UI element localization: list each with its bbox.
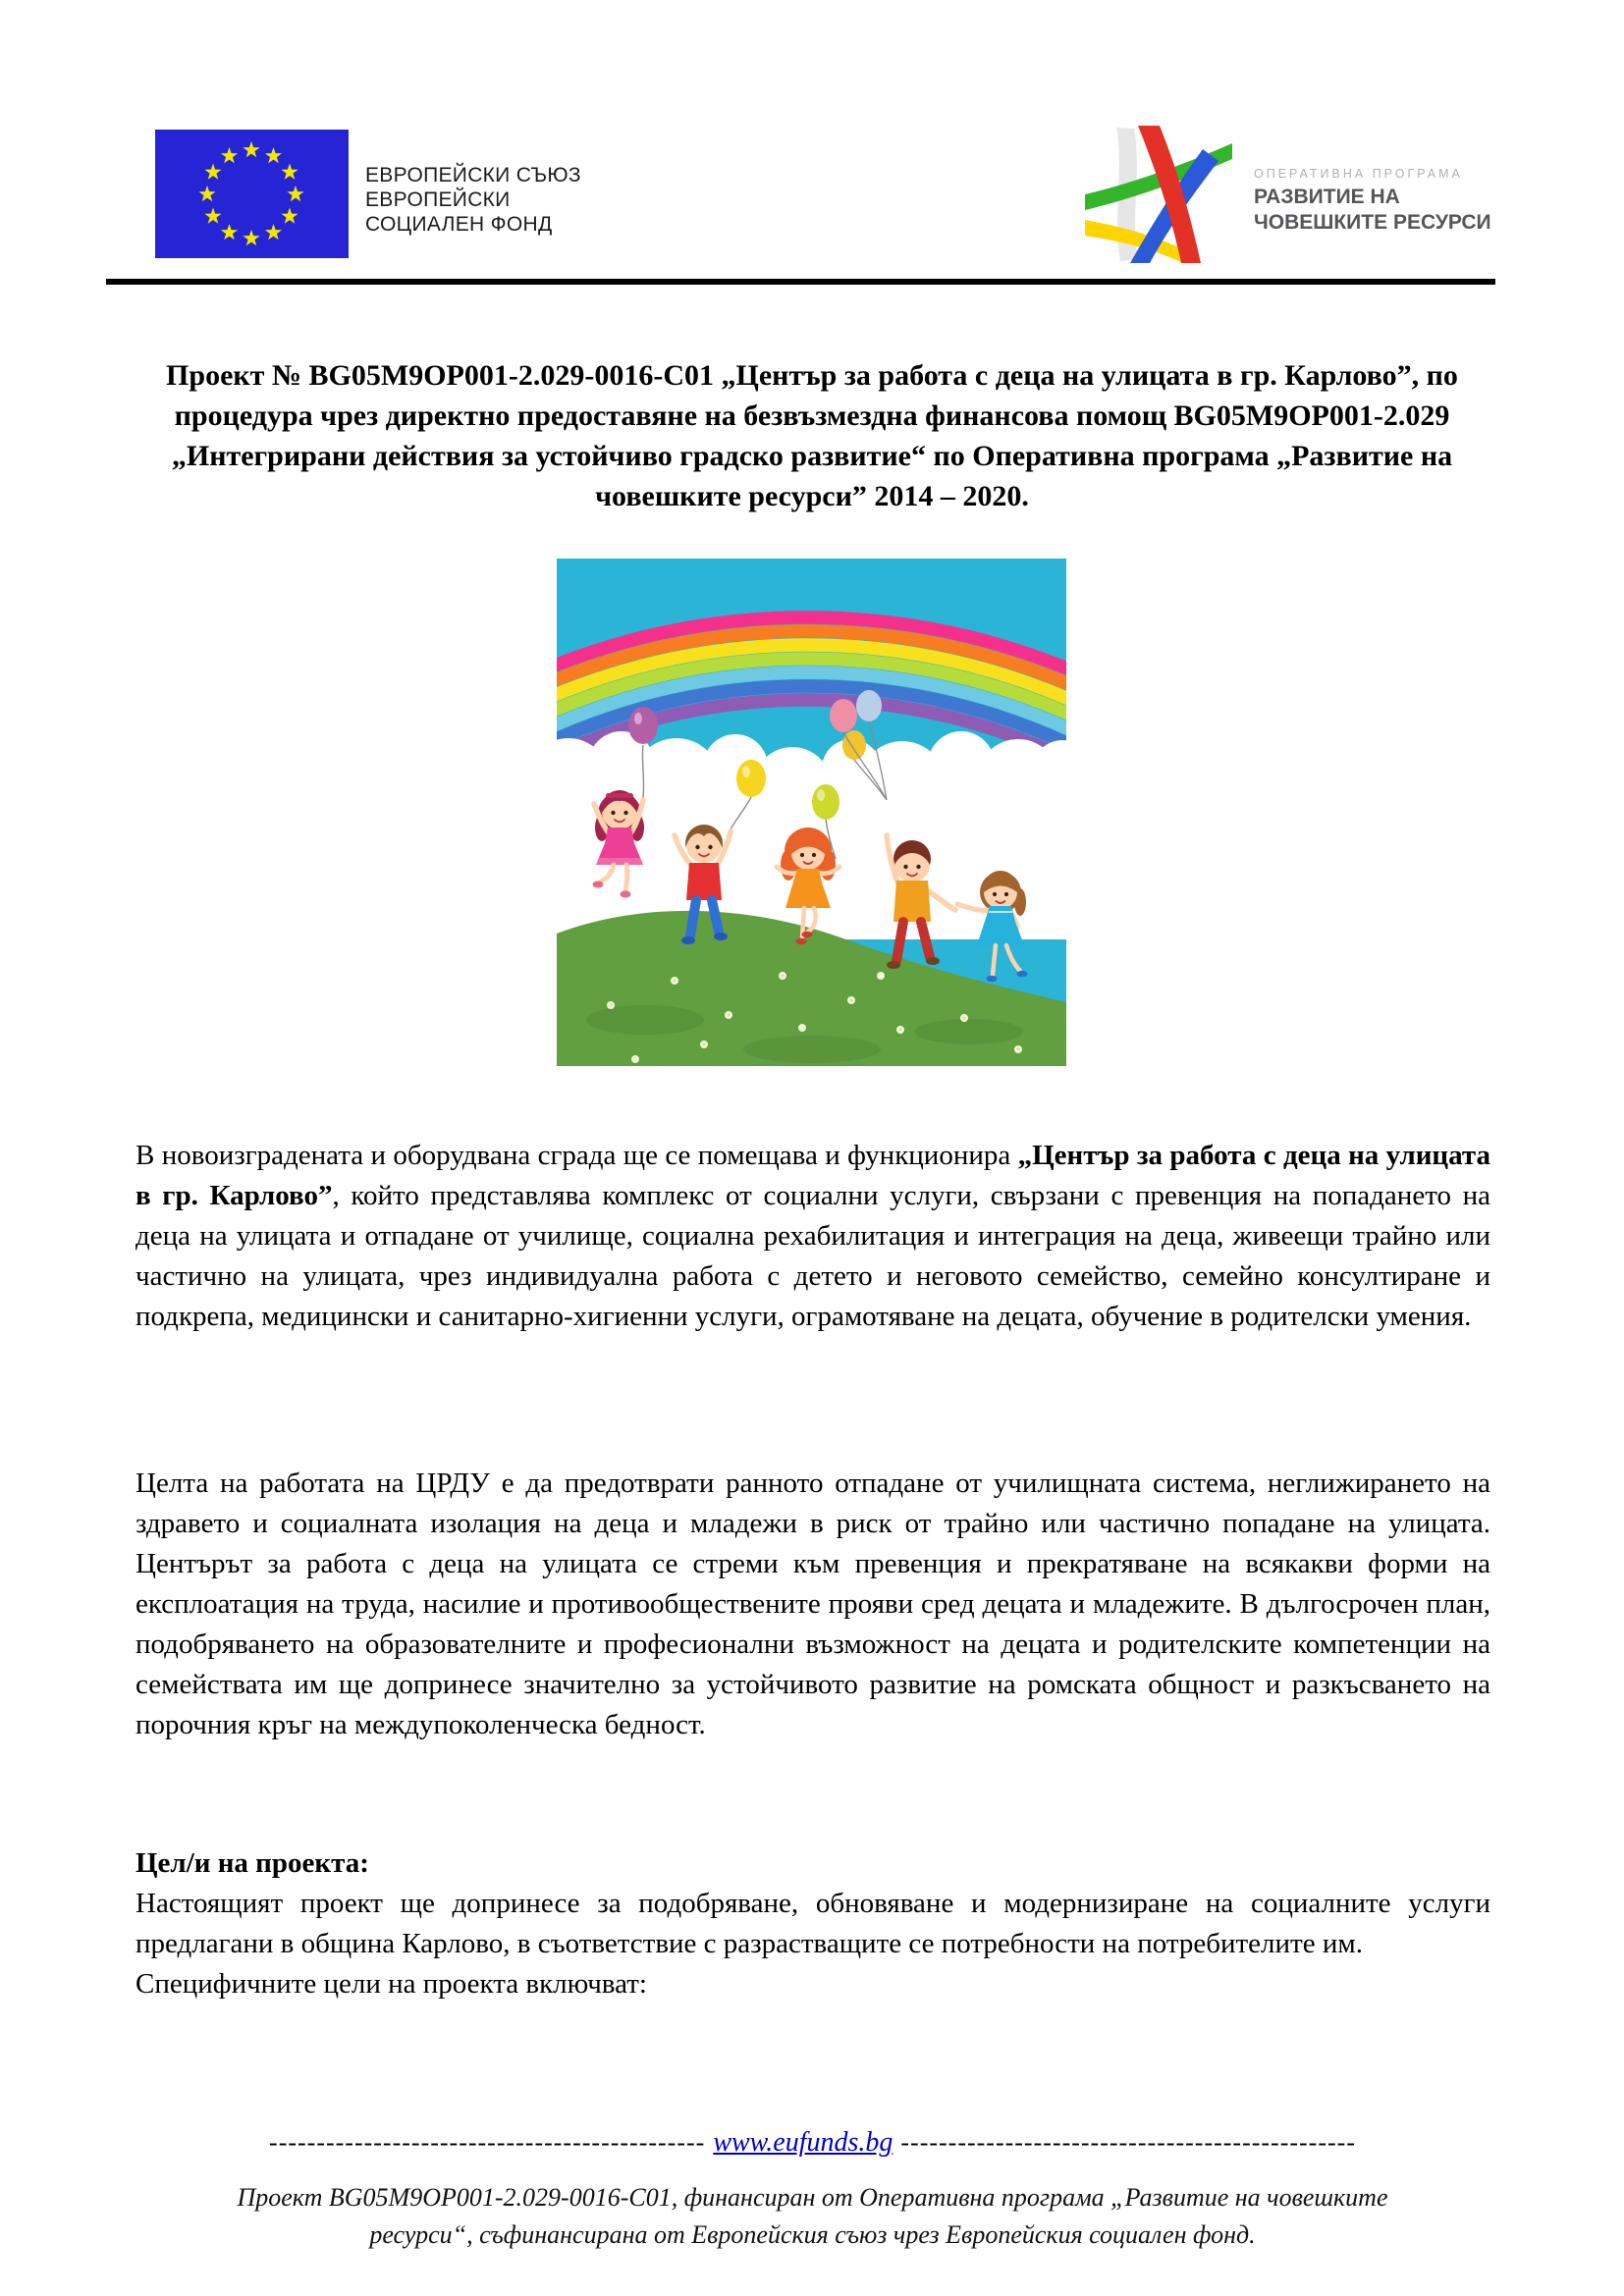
children-rainbow-illustration bbox=[557, 559, 1066, 1066]
footer-funding-note: Проект BG05M9OP001-2.029-0016-C01, финансиран от Оперативна програма „Развитие на човешките ресурси“, съфинансирана от Европейския съюз чрез Европейския социален фонд. bbox=[237, 2183, 1388, 2249]
para1-prefix: В новоизградената и оборудвана сграда ще се помещава и функционира bbox=[135, 1140, 1018, 1171]
op-title-line-1: РАЗВИТИЕ НА bbox=[1254, 186, 1400, 208]
footer-dashes-left: ---------------------------------------------- bbox=[269, 2128, 706, 2157]
op-kicker: ОПЕРАТИВНА ПРОГРАМА bbox=[1254, 167, 1463, 181]
children-rainbow-image bbox=[557, 559, 1066, 1066]
header-separator-line bbox=[106, 279, 1495, 285]
goals-body: Настоящият проект ще допринесе за подобряване, обновяване и модернизиране на социалните услуги предлагани в община Карлово, в съответствие с разрастващите се потребности на потребителите им. bbox=[135, 1888, 1490, 1959]
eufunds-link[interactable]: www.eufunds.bg bbox=[713, 2127, 893, 2158]
footer-dashes-right: ------------------------------------------------ bbox=[900, 2128, 1356, 2157]
eu-flag-icon bbox=[155, 130, 349, 258]
project-title: Проект № BG05M9OP001-2.029-0016-C01 „Център за работа с деца на улицата в гр. Карлово”, по процедура чрез директно предоставяне на безвъзмездна финансова помощ BG05M9OP001-2.029 „Интегрирани действия за устойчиво градско развитие“ по Оперативна програма „Развитие на човешките ресурси” 2014 – 2020. bbox=[166, 359, 1458, 512]
eu-caption-line-2: ЕВРОПЕЙСКИ bbox=[365, 188, 511, 211]
op-logo-caption bbox=[1254, 167, 1548, 236]
paragraph-goal-description: Целта на работата на ЦРДУ е да предотврати ранното отпадане от училищната система, неглижирането на здравето и социалната изолация на деца и младежи в риск от трайно или частично попадане на улицата. Центърът за работа с деца на улицата се стреми към превенция и прекратяване на всякакви форми на експлоатация на труда, насилие и противообществените прояви сред децата и младежите. В дългосрочен план, подобряването на образователните и професионални възможност на децата и родителските компетенции на семействата им ще допринесе значително за устойчивото развитие на ромската общност и разкъсването на порочния кръг на междупоколенческа бедност. bbox=[135, 1468, 1490, 1740]
goals-subline: Специфичните цели на проекта включват: bbox=[135, 1968, 647, 2000]
para1-suffix: , който представлява комплекс от социални услуги, свързани с превенция на попадането на деца на улицата и отпадане от училище, социална рехабилитация и интеграция на деца, живеещи трайно или частично на улицата, чрез индивидуална работа с детето и неговото семейство, семейно консултиране и подкрепа, медицински и санитарно-хигиенни услуги, ограмотяване на децата, обучение в родителски умения. bbox=[135, 1180, 1490, 1332]
goals-heading: Цел/и на проекта: bbox=[135, 1847, 369, 1879]
eu-caption-line-3: СОЦИАЛЕН ФОНД bbox=[365, 213, 553, 236]
eu-caption-line-1: ЕВРОПЕЙСКИ СЪЮЗ bbox=[365, 164, 581, 187]
eu-flag-logo bbox=[155, 130, 349, 258]
goals-section bbox=[135, 1843, 1490, 2004]
eu-logo-caption bbox=[365, 163, 689, 237]
para1-bold-center-name: „Център за работа с деца на улицата в гр. Карлово” bbox=[135, 1140, 1490, 1211]
op-title-line-2: ЧОВЕШКИТЕ РЕСУРСИ bbox=[1254, 211, 1491, 234]
op-hr-logo bbox=[1085, 126, 1234, 263]
paragraph-center-description bbox=[135, 1136, 1490, 1337]
footer-separator bbox=[135, 2123, 1490, 2163]
op-ribbons-icon bbox=[1085, 126, 1234, 263]
